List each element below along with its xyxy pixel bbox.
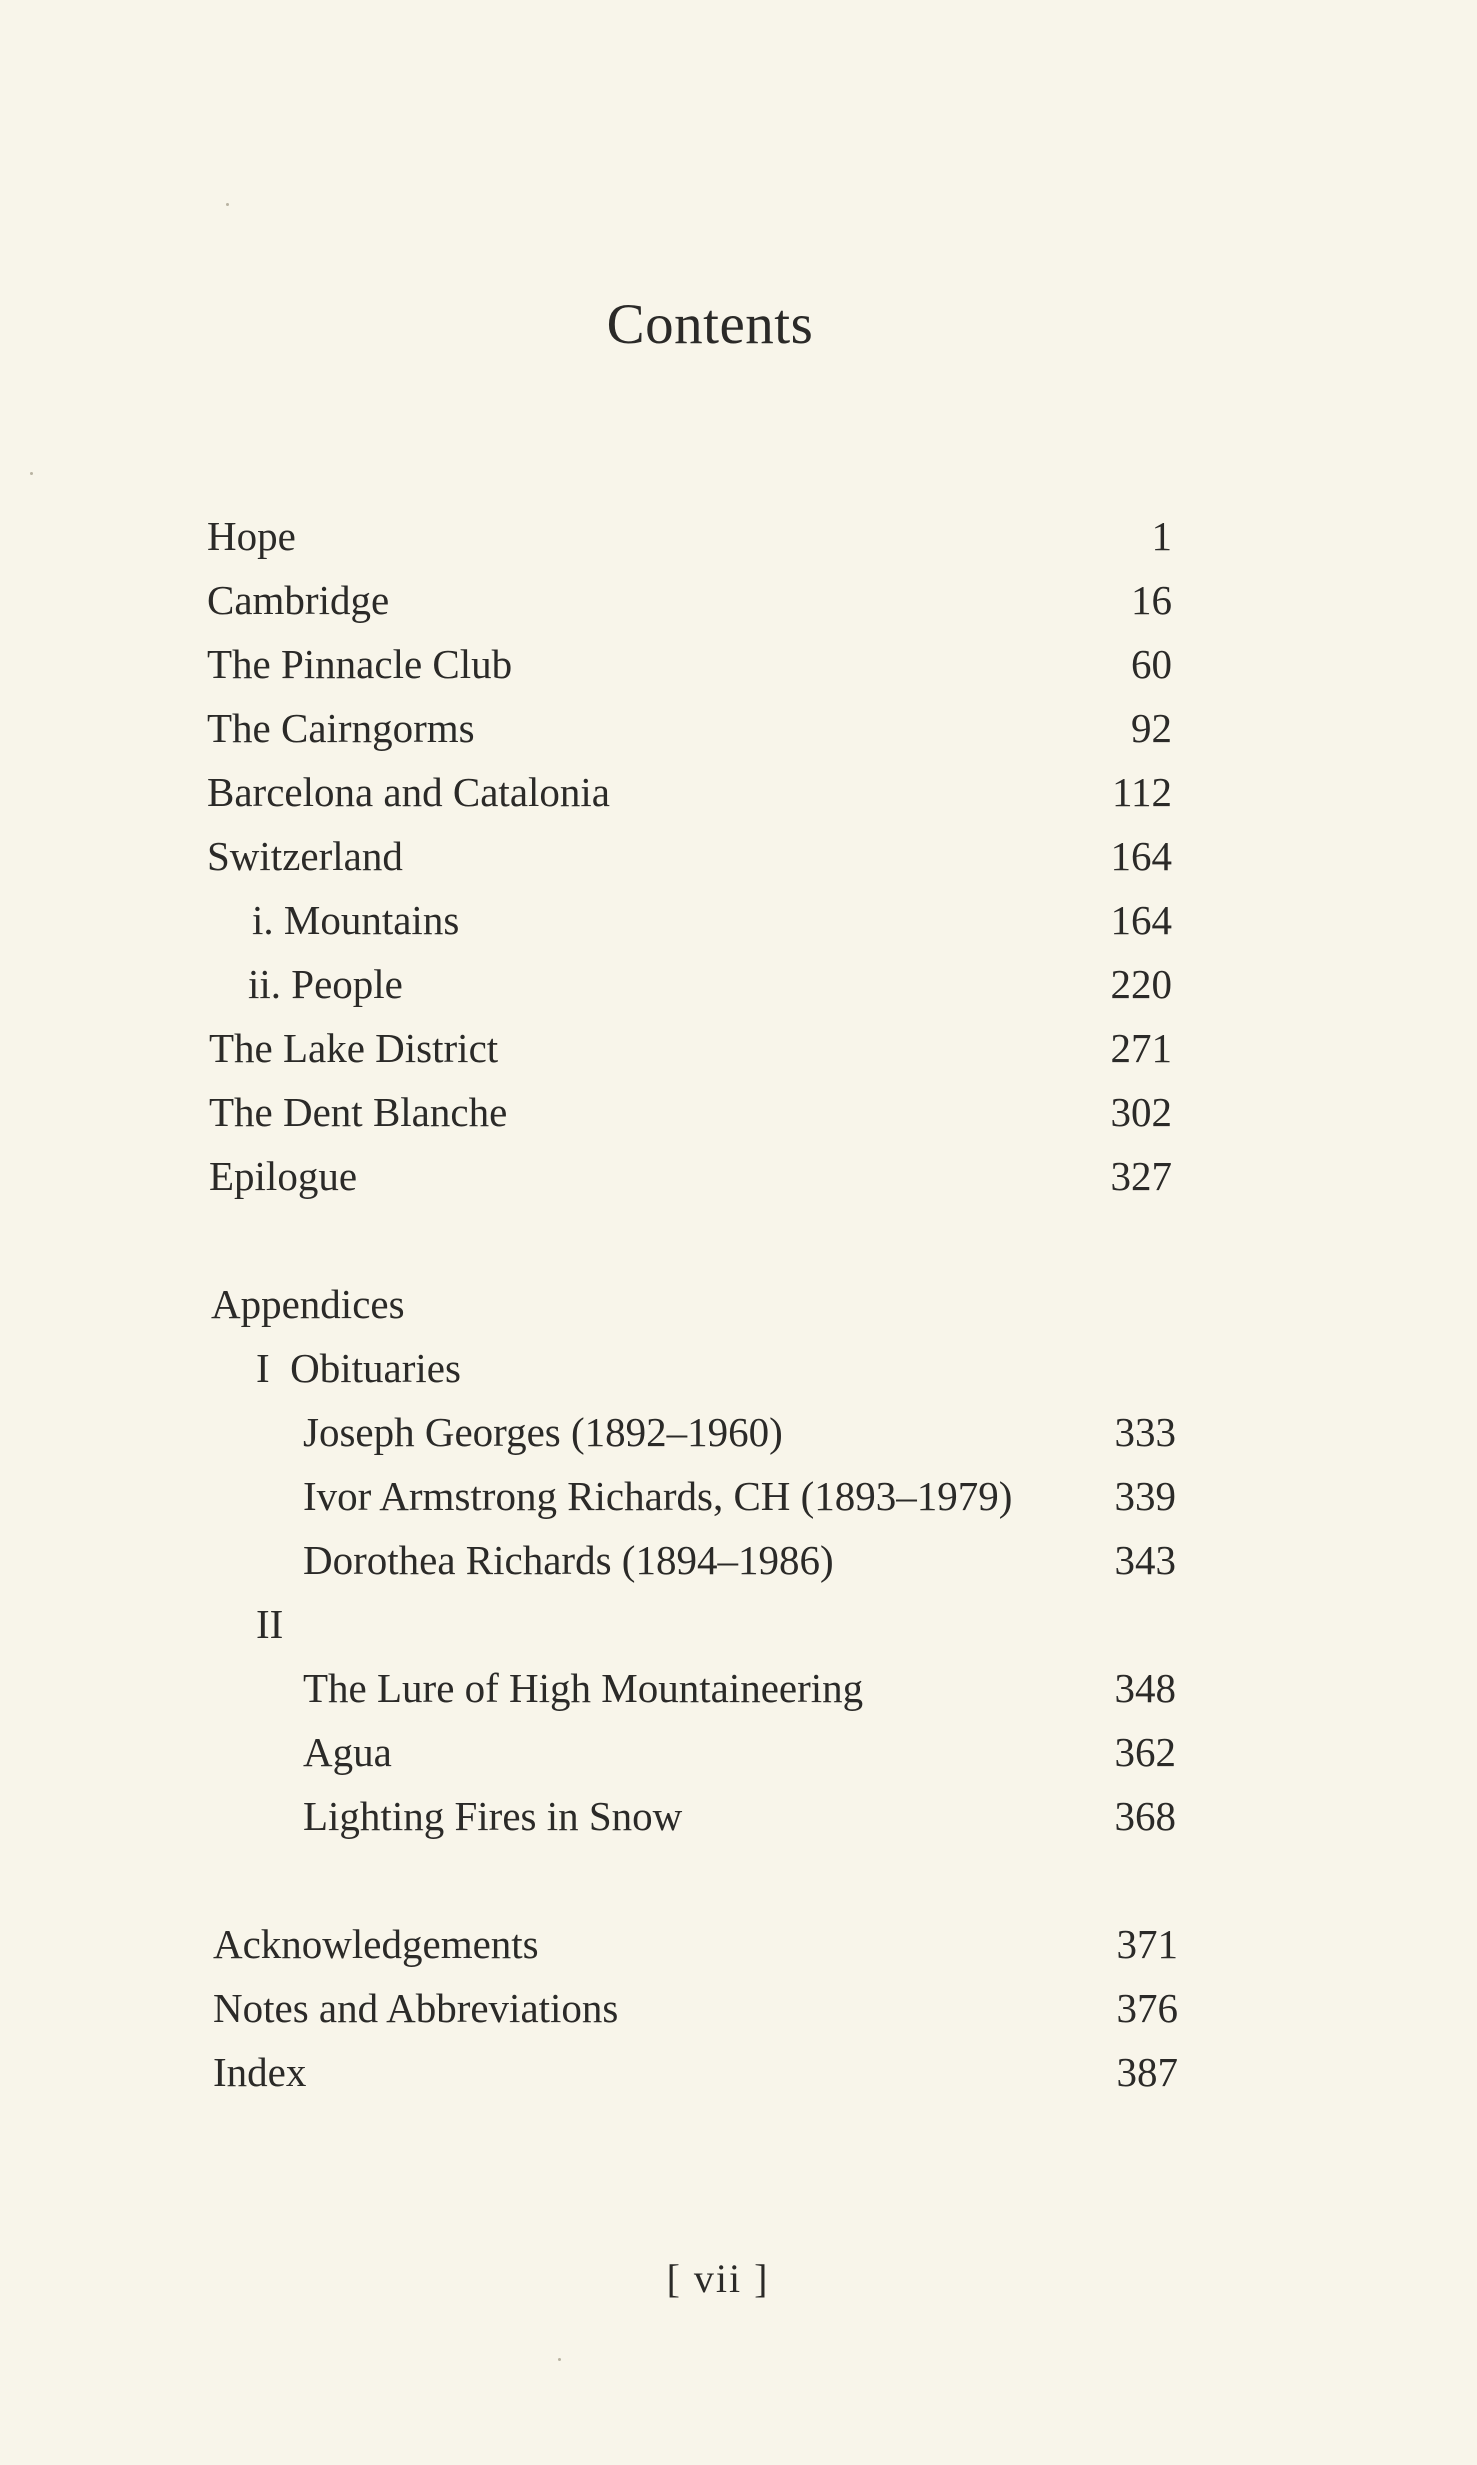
toc-entry-label: The Lure of High Mountaineering xyxy=(303,1665,864,1711)
appendices-heading: Appendices xyxy=(211,1281,405,1327)
toc-entry-label: Notes and Abbreviations xyxy=(213,1985,619,2031)
toc-entry-page: 16 xyxy=(1131,577,1172,623)
toc-entry-page: 271 xyxy=(1110,1025,1172,1071)
toc-entry-label: Acknowledgements xyxy=(213,1921,539,1967)
paper-speck xyxy=(558,2358,561,2361)
toc-entry-joseph-georges xyxy=(0,1400,1477,1464)
toc-entry-page: 348 xyxy=(1114,1665,1176,1711)
toc-entry-page: 371 xyxy=(1116,1921,1178,1967)
toc-entry-label: Dorothea Richards (1894–1986) xyxy=(303,1537,834,1583)
toc-entry-label: The Pinnacle Club xyxy=(207,641,513,687)
toc-entry-page: 60 xyxy=(1131,641,1172,687)
toc-entry-page: 376 xyxy=(1116,1985,1178,2031)
toc-entry-label: Agua xyxy=(303,1729,392,1775)
toc-entry-label: The Lake District xyxy=(209,1025,499,1071)
toc-entry-label: The Dent Blanche xyxy=(209,1089,508,1135)
toc-entry-switzerland xyxy=(0,824,1477,888)
toc-entry-page: 112 xyxy=(1112,769,1172,815)
toc-entry-label: Lighting Fires in Snow xyxy=(303,1793,683,1839)
toc-entry-acknowledgements xyxy=(0,1912,1477,1976)
toc-entry-page: 164 xyxy=(1110,833,1172,879)
toc-entry-lighting-fires xyxy=(0,1784,1477,1848)
toc-entry-lake-district xyxy=(0,1016,1477,1080)
toc-entry-barcelona xyxy=(0,760,1477,824)
toc-entry-agua xyxy=(0,1720,1477,1784)
toc-entry-page: 1 xyxy=(1151,513,1172,559)
toc-entry-mountains xyxy=(0,888,1477,952)
appendix-part-two-heading: II xyxy=(256,1601,284,1647)
toc-entry-page: 164 xyxy=(1110,897,1172,943)
toc-entry-page: 339 xyxy=(1114,1473,1176,1519)
toc-entry-label: Cambridge xyxy=(207,577,390,623)
toc-entry-dorothea-richards xyxy=(0,1528,1477,1592)
page-title: Contents xyxy=(606,293,814,356)
toc-entry-cambridge xyxy=(0,568,1477,632)
toc-entry-hope xyxy=(0,504,1477,568)
paper-speck xyxy=(30,472,33,475)
toc-entry-label: Epilogue xyxy=(209,1153,358,1199)
toc-entry-index xyxy=(0,2040,1477,2104)
appendix-part-one-heading-row xyxy=(0,1336,1477,1400)
toc-entry-label: Index xyxy=(213,2049,307,2095)
toc-entry-notes-abbreviations xyxy=(0,1976,1477,2040)
toc-entry-page: 220 xyxy=(1110,961,1172,1007)
toc-entry-epilogue xyxy=(0,1144,1477,1208)
toc-entry-label: ii. People xyxy=(248,961,403,1007)
appendix-part-two-heading-row xyxy=(0,1592,1477,1656)
toc-entry-page: 92 xyxy=(1131,705,1172,751)
page-number: [ vii ] xyxy=(666,2256,770,2301)
toc-entry-page: 362 xyxy=(1114,1729,1176,1775)
toc-entry-dent-blanche xyxy=(0,1080,1477,1144)
toc-entry-label: Hope xyxy=(207,513,296,559)
toc-entry-people xyxy=(0,952,1477,1016)
toc-entry-lure-of-mountaineering xyxy=(0,1656,1477,1720)
toc-entry-page: 302 xyxy=(1110,1089,1172,1135)
toc-entry-cairngorms xyxy=(0,696,1477,760)
toc-entry-label: Barcelona and Catalonia xyxy=(207,769,610,815)
toc-entry-ivor-richards xyxy=(0,1464,1477,1528)
toc-entry-page: 387 xyxy=(1116,2049,1178,2095)
toc-entry-label: i. Mountains xyxy=(252,897,460,943)
toc-entry-label: Joseph Georges (1892–1960) xyxy=(303,1409,783,1455)
toc-entry-label: Ivor Armstrong Richards, CH (1893–1979) xyxy=(303,1473,1013,1519)
toc-entry-page: 327 xyxy=(1110,1153,1172,1199)
toc-entry-label: The Cairngorms xyxy=(207,705,475,751)
toc-entry-page: 368 xyxy=(1114,1793,1176,1839)
appendices-heading-row xyxy=(0,1272,1477,1336)
paper-speck xyxy=(226,203,229,206)
toc-entry-page: 333 xyxy=(1114,1409,1176,1455)
appendix-part-one-heading: I Obituaries xyxy=(256,1345,461,1391)
toc-entry-label: Switzerland xyxy=(207,833,403,879)
toc-entry-pinnacle-club xyxy=(0,632,1477,696)
toc-entry-page: 343 xyxy=(1114,1537,1176,1583)
